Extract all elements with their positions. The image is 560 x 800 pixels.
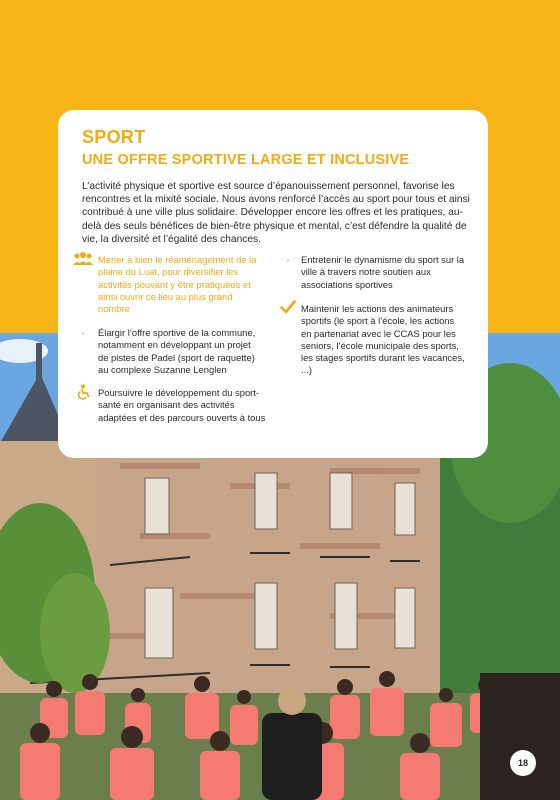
list-item-animateurs	[301, 303, 466, 377]
wheelchair-icon-graphic	[75, 384, 91, 400]
intro-paragraph: L’activité physique et sportive est source d’épanouissement personnel, favorise les rencontres et la mixité sociale. Nous avons renforcé l’accès au sport pour tous et ainsi contribué à une ville plus solidaire. Développer encore les offres et les pratiques, au-delà des seuls bénéfices de bien-être physique et mental, c’est défendre la qualité de vie, la diversité et l’égalité des chances.	[82, 181, 470, 245]
group-icon-graphic	[72, 252, 94, 266]
list-item-text: Poursuivre le développement du sport-santé en organisant des activités adaptées et des parcours ouverts à tous	[98, 387, 266, 423]
section-title: SPORT	[82, 127, 146, 147]
list-item-sport-sante	[98, 387, 273, 424]
section-subtitle: UNE OFFRE SPORTIVE LARGE ET INCLUSIVE	[82, 152, 410, 168]
checkmark-icon	[276, 300, 300, 316]
list-item-text: Entretenir le dynamisme du sport sur la ville à travers notre soutien aux associations sportives	[301, 254, 465, 290]
list-item-plaine-du-luat	[98, 254, 258, 315]
bullet-dot-icon: ·	[81, 328, 85, 339]
sport-content-card	[58, 110, 488, 458]
list-item-padel	[98, 327, 263, 376]
bullet-dot-icon: ·	[286, 255, 290, 266]
list-item-text: Élargir l’offre sportive de la commune, notamment en développant un projet de pistes de Padel (sport de raquette) au complexe Suzanne Lenglen	[98, 327, 256, 375]
group-icon	[71, 252, 95, 268]
list-item-text: Mener à bien le réaménagement de la plaine du Luat, pour diversifier les activités pouvant y être pratiquées et ainsi ouvrir ce lieu au plus grand nombre	[98, 254, 257, 315]
list-item-text: Maintenir les actions des animateurs sportifs (le sport à l’école, les actions en partenariat avec le CCAS pour les seniors, l’école municipale des sports, les stages sportifs durant les vacances, ...)	[301, 303, 465, 376]
page-number: 18	[510, 750, 536, 776]
checkmark-icon-graphic	[280, 300, 296, 314]
list-item-associations	[301, 254, 466, 291]
wheelchair-icon	[71, 384, 95, 402]
